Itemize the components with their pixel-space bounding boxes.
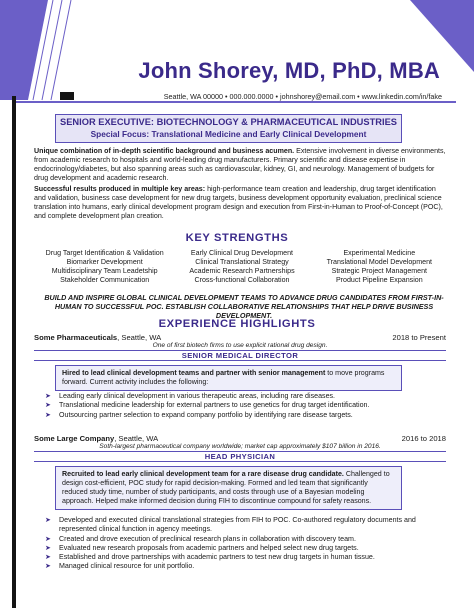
- dark-stripe: [60, 92, 74, 100]
- job-2-highlight-box: [55, 466, 402, 510]
- list-item: ➤ Evaluated new research proposals from academic partners and helped select new drug targets.: [45, 543, 359, 552]
- job-2-header: [34, 434, 446, 443]
- arrow-bullet-icon: ➤: [45, 554, 51, 562]
- list-item: ➤ Created and drove execution of preclinical research plans in collaboration with discovery team.: [45, 534, 356, 543]
- job-1-company: Some Pharmaceuticals: [34, 333, 118, 342]
- candidate-name: John Shorey, MD, PhD, MBA: [138, 58, 440, 83]
- strength-item: Clinical Translational Strategy: [195, 257, 289, 266]
- arrow-bullet-icon: ➤: [45, 535, 51, 543]
- job-2-role-bar: [34, 451, 446, 462]
- list-item: ➤ Developed and executed clinical translational strategies from FIH to POC. Co-authored regulatory documents and represented clinical function in agency meetings.: [45, 516, 416, 534]
- experience-heading: EXPERIENCE HIGHLIGHTS: [158, 318, 316, 330]
- arrow-bullet-icon: ➤: [45, 393, 51, 400]
- list-item: ➤ Translational medicine leadership for external partners to use genetics for drug target identification.: [45, 401, 370, 410]
- header-stripes-graphic: [0, 0, 474, 105]
- list-item: ➤ Leading early clinical development in various therapeutic areas, including rare diseases.: [45, 392, 336, 400]
- job-2-company: Some Large Company: [34, 434, 115, 443]
- job-1-dates: 2018 to Present: [392, 333, 446, 342]
- strength-item: Early Clinical Drug Development: [190, 249, 294, 257]
- summary-p2-lead: Successful results produced in multiple key areas:: [34, 185, 206, 193]
- job-2-highlight-lead: Recruited to lead early clinical development team for a rare disease drug candidate.: [62, 470, 344, 478]
- job-1-highlight-box: [55, 365, 402, 391]
- summary-subtitle: Special Focus: Translational Medicine and Early Clinical Development: [90, 129, 367, 139]
- key-strengths-heading: KEY STRENGTHS: [185, 232, 289, 244]
- strength-item: Multidisciplinary Team Leadetship: [51, 266, 158, 275]
- job-1-description: One of first biotech firms to use explicit rational drug design.: [152, 342, 328, 349]
- job-1-highlight-lead: Hired to lead clinical development teams and partner with senior management: [62, 369, 326, 377]
- list-item: ➤ Managed clinical resource for unit portfolio.: [45, 562, 195, 571]
- job-1-location: , Seattle, WA: [117, 333, 162, 342]
- job-2-description: Soth-largest pharmaceutical company worldwide; market cap approximately $107 billion in 2016.: [99, 443, 381, 450]
- purple-stripe: [0, 0, 48, 100]
- strength-item: Translational Model Development: [326, 257, 433, 266]
- summary-title: SENIOR EXECUTIVE: BIOTECHNOLOGY & PHARMACEUTICAL INDUSTRIES: [60, 117, 397, 127]
- strength-item: Product Pipeline Expansion: [335, 275, 423, 284]
- list-item: ➤ Established and drove partnerships with academic partners to test new drug targets in human tissue.: [45, 553, 375, 562]
- thin-stripe: [51, 0, 71, 100]
- summary-p1-text: Extensive involvement in diverse environments, from academic research to hospitals and world-leading drug manufacturers. Primary scientific and disease expertise in endocrinology/diabetes, but also spanning areas such as cardiovascular, kidney, GI, and neurology. Management of budgets for drug development and academic research.: [34, 147, 446, 182]
- job-1-role-bar: [34, 350, 446, 361]
- header-rule: [16, 101, 456, 103]
- strength-item: Strategic Project Management: [331, 266, 428, 275]
- strength-item: Academic Research Partnerships: [189, 266, 295, 275]
- strength-item: Biomarker Development: [66, 257, 143, 266]
- job-2-location: , Seattle, WA: [114, 434, 159, 443]
- left-margin-bar: [12, 96, 16, 608]
- job-2-role: HEAD PHYSICIAN: [204, 452, 276, 461]
- arrow-bullet-icon: ➤: [45, 563, 51, 571]
- summary-p1-lead: Unique combination of in-depth scientific background and business acumen.: [34, 147, 295, 155]
- job-2-bullets: [45, 516, 445, 572]
- arrow-bullet-icon: ➤: [45, 517, 51, 524]
- arrow-bullet-icon: ➤: [45, 544, 51, 552]
- list-item: ➤ Outsourcing partner selection to expand company portfolio by identifying rare disease targets.: [45, 410, 353, 419]
- job-2-dates: 2016 to 2018: [401, 434, 446, 443]
- job-1-role: SENIOR MEDICAL DIRECTOR: [181, 351, 299, 360]
- strength-item: Cross-functional Collaboration: [194, 275, 290, 284]
- job-2-highlight-text: Challenged to design cost-efficient, POC study for rapid decision-making. Formed and led team that significantly reduced study time, number of study participants, and costs through use of a Bayesian modeling approach. Helped make informed decision during FIH to discontinue compound for safety reasons.: [62, 470, 390, 505]
- strength-item: Drug Target Identification & Validation: [45, 249, 164, 257]
- summary-p2-text: high-performance team creation and leadership, drug target identification and validation, business case development for new drug targets, business development opportunity evaluation, preclinical science translation into humans, early clinical development program design and execution from First-in-Human to Proof-of-Concept (POC), and complete development plan creation.: [34, 185, 443, 220]
- job-1-header: [34, 333, 446, 342]
- strengths-tagline: BUILD AND INSPIRE GLOBAL CLINICAL DEVELOPMENT TEAMS TO ADVANCE DRUG CANDIDATES FROM FIRST-IN-HUMAN TO SUCCESSFUL POC. ESTABLISH COLLABORATIVE RELATIONSHIPS THAT HELP DRIVE BUSINESS DEVELOPMENT.: [44, 293, 444, 320]
- summary-paragraph-2: [34, 185, 446, 221]
- job-1-highlight-text: to move programs forward. Current activity includes the following:: [62, 369, 385, 386]
- strength-item: Stakeholder Communication: [60, 275, 150, 284]
- job-1-bullets: [45, 392, 445, 420]
- arrow-bullet-icon: ➤: [45, 402, 51, 410]
- summary-title-box: [55, 114, 402, 143]
- key-strengths-grid: [36, 249, 448, 285]
- contact-info: Seattle, WA 00000 • 000.000.0000 • johnshorey@email.com • www.linkedin.com/in/fake: [163, 92, 442, 101]
- arrow-bullet-icon: ➤: [45, 411, 51, 419]
- strength-item: Experimental Medicine: [343, 249, 416, 257]
- summary-paragraph-1: [34, 147, 446, 183]
